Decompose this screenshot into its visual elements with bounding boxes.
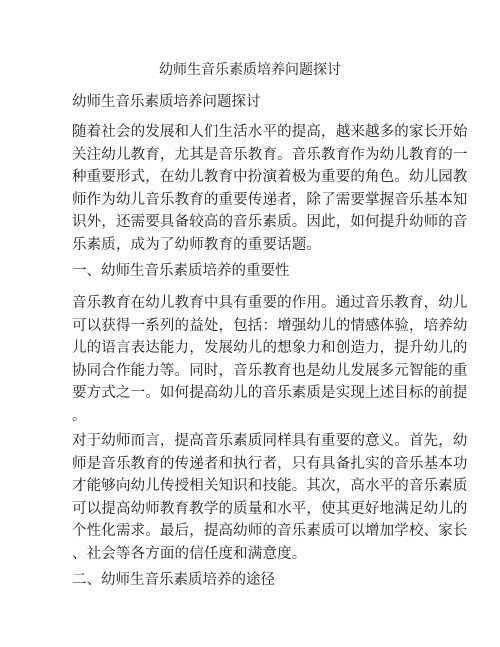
paragraph-line: 协同合作能力等。同时，音乐教育也是幼儿发展多元智能的重: [72, 362, 468, 379]
paragraph-line: 可以提高幼师教育教学的质量和水平，使其更好地满足幼儿的: [72, 500, 468, 517]
paragraph-line: 音乐教育在幼儿教育中具有重要的作用。通过音乐教育，幼儿: [72, 295, 468, 311]
paragraph-line: 关注幼儿教育，尤其是音乐教育。音乐教育作为幼儿教育的一: [72, 146, 468, 163]
paragraph-line: 。: [72, 407, 87, 424]
paragraph-line: 对于幼师而言，提高音乐素质同样具有重要的意义。首先，幼: [72, 433, 468, 449]
paragraph-importance-children: [72, 292, 468, 427]
paragraph-line: 可以获得一系列的益处，包括：增强幼儿的情感体验，培养幼: [72, 317, 468, 334]
paragraph-line: 要方式之一。如何提高幼儿的音乐素质是实现上述目标的前提: [72, 385, 468, 401]
paragraph-line: 儿的语言表达能力，发展幼儿的想象力和创造力，提升幼儿的: [72, 340, 468, 356]
paragraph-line: 乐素质，成为了幼师教育的重要话题。: [72, 236, 322, 253]
section-heading-importance: 一、幼师生音乐素质培养的重要性: [72, 263, 290, 279]
paragraph-introduction: [72, 121, 468, 256]
paragraph-line: 随着社会的发展和人们生活水平的提高，越来越多的家长开始: [72, 124, 468, 140]
paragraph-line: 种重要形式，在幼儿教育中扮演着极为重要的角色。幼儿园教: [72, 169, 468, 185]
paragraph-line: 师作为幼儿音乐教育的重要传递者，除了需要掌握音乐基本知: [72, 191, 468, 208]
document-title: 幼师生音乐素质培养问题探讨: [159, 62, 341, 78]
paragraph-importance-teachers: [72, 430, 468, 565]
paragraph-line: 个性化需求。最后，提高幼师的音乐素质可以增加学校、家长: [72, 523, 468, 539]
paragraph-line: 才能够向幼儿传授相关知识和技能。其次，高水平的音乐素质: [72, 478, 468, 494]
document-subtitle: 幼师生音乐素质培养问题探讨: [72, 94, 261, 110]
paragraph-line: 识外，还需要具备较高的音乐素质。因此，如何提升幼师的音: [72, 214, 468, 230]
paragraph-line: 师是音乐教育的传递者和执行者，只有具备扎实的音乐基本功: [72, 455, 468, 472]
section-heading-approaches: 二、幼师生音乐素质培养的途径: [72, 572, 275, 588]
paragraph-line: 、社会等各方面的信任度和满意度。: [72, 545, 307, 562]
